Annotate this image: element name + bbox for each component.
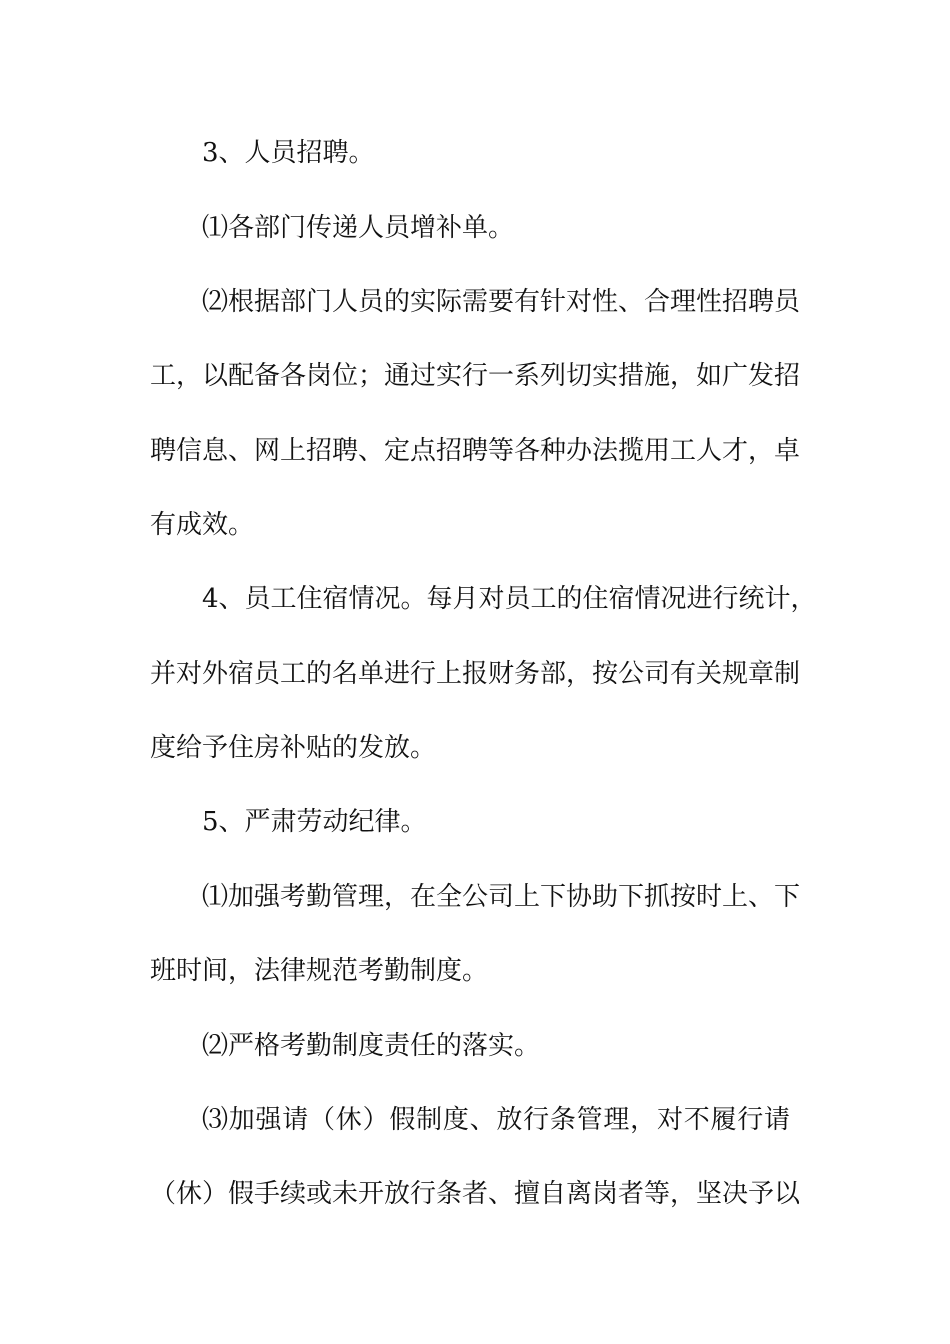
paragraph-line: 并对外宿员工的名单进行上报财务部，按公司有关规章制: [150, 659, 801, 689]
paragraph-line: （休）假手续或未开放行条者、擅自离岗者等，坚决予以: [150, 1179, 801, 1209]
paragraph-line: ⑵严格考勤制度责任的落实。: [202, 1031, 541, 1061]
paragraph-line: 聘信息、网上招聘、定点招聘等各种办法揽用工人才，卓: [150, 436, 801, 466]
paragraph-line: 工，以配备各岗位；通过实行一系列切实措施，如广发招: [150, 361, 801, 391]
paragraph-line: 有成效。: [150, 510, 255, 540]
paragraph-line: ⑵根据部门人员的实际需要有针对性、合理性招聘员: [202, 287, 801, 317]
section-heading-accommodation: 4、员工住宿情况。每月对员工的住宿情况进行统计，: [202, 584, 817, 614]
paragraph-line: ⑴加强考勤管理，在全公司上下协助下抓按时上、下: [202, 882, 801, 912]
paragraph-line: 度给予住房补贴的发放。: [150, 733, 437, 763]
paragraph-line: 班时间，法律规范考勤制度。: [150, 956, 489, 986]
paragraph-line: ⑴各部门传递人员增补单。: [202, 213, 515, 243]
paragraph-line: ⑶加强请（休）假制度、放行条管理，对不履行请: [202, 1105, 790, 1135]
section-heading-recruitment: 3、人员招聘。: [202, 138, 375, 168]
section-heading-discipline: 5、严肃劳动纪律。: [202, 807, 427, 837]
